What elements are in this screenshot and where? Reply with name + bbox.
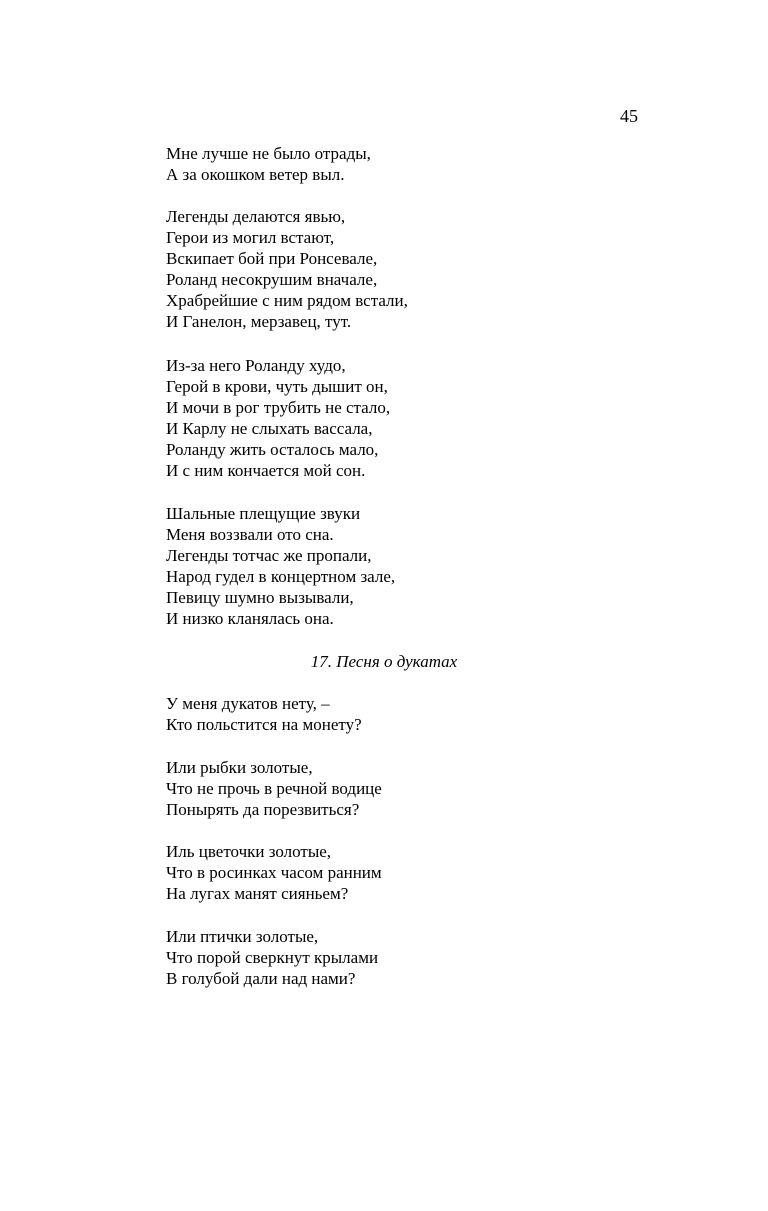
poem-line: Роланду жить осталось мало, — [166, 440, 379, 459]
poem-line: И с ним кончается мой сон. — [166, 461, 366, 480]
poem-stanza-3 — [166, 355, 726, 481]
song-line: Что порой сверкнут крылами — [166, 948, 379, 967]
song-line: В голубой дали над нами? — [166, 969, 356, 988]
song-line: Или птички золотые, — [166, 927, 319, 946]
poem-line: И низко кланялась она. — [166, 609, 334, 628]
song-line: Что в росинках часом ранним — [166, 863, 382, 882]
poem-line: Мне лучше не было отрады, — [166, 144, 371, 163]
song-stanza-4 — [166, 926, 726, 989]
page-number: 45 — [620, 106, 638, 126]
poem-stanza-1 — [166, 143, 726, 185]
poem-line: Из-за него Роланду худо, — [166, 356, 346, 375]
poem-line: Герои из могил встают, — [166, 228, 335, 247]
poem-line: Шальные плещущие звуки — [166, 504, 361, 523]
poem-line: Народ гудел в концертном зале, — [166, 567, 396, 586]
poem-line: Меня воззвали ото сна. — [166, 525, 334, 544]
poem-line: Певицу шумно вызывали, — [166, 588, 354, 607]
poem-stanza-4 — [166, 503, 726, 629]
poem-line: Вскипает бой при Ронсевале, — [166, 249, 378, 268]
song-title: 17. Песня о дукатах — [310, 652, 458, 671]
song-line: Иль цветочки золотые, — [166, 842, 332, 861]
poem-line: Храбрейшие с ним рядом встали, — [166, 291, 408, 310]
song-stanza-1 — [166, 693, 726, 735]
song-line: На лугах манят сияньем? — [166, 884, 349, 903]
song-stanza-2 — [166, 757, 726, 820]
poem-line: Легенды делаются явью, — [166, 207, 346, 226]
poem-line: Герой в крови, чуть дышит он, — [166, 377, 388, 396]
song-line: Что не прочь в речной водице — [166, 779, 382, 798]
poem-line: Роланд несокрушим вначале, — [166, 270, 378, 289]
poem-line: А за окошком ветер выл. — [166, 165, 345, 184]
poem-stanza-2 — [166, 206, 726, 332]
poem-line: Легенды тотчас же пропали, — [166, 546, 372, 565]
poem-line: И Ганелон, мерзавец, тут. — [166, 312, 352, 331]
song-line: Или рыбки золотые, — [166, 758, 313, 777]
song-line: У меня дукатов нету, – — [166, 694, 330, 713]
poem-line: И мочи в рог трубить не стало, — [166, 398, 391, 417]
song-stanza-3 — [166, 841, 726, 904]
song-line: Кто польстится на монету? — [166, 715, 362, 734]
poem-line: И Карлу не слыхать вассала, — [166, 419, 373, 438]
song-line: Понырять да порезвиться? — [166, 800, 360, 819]
